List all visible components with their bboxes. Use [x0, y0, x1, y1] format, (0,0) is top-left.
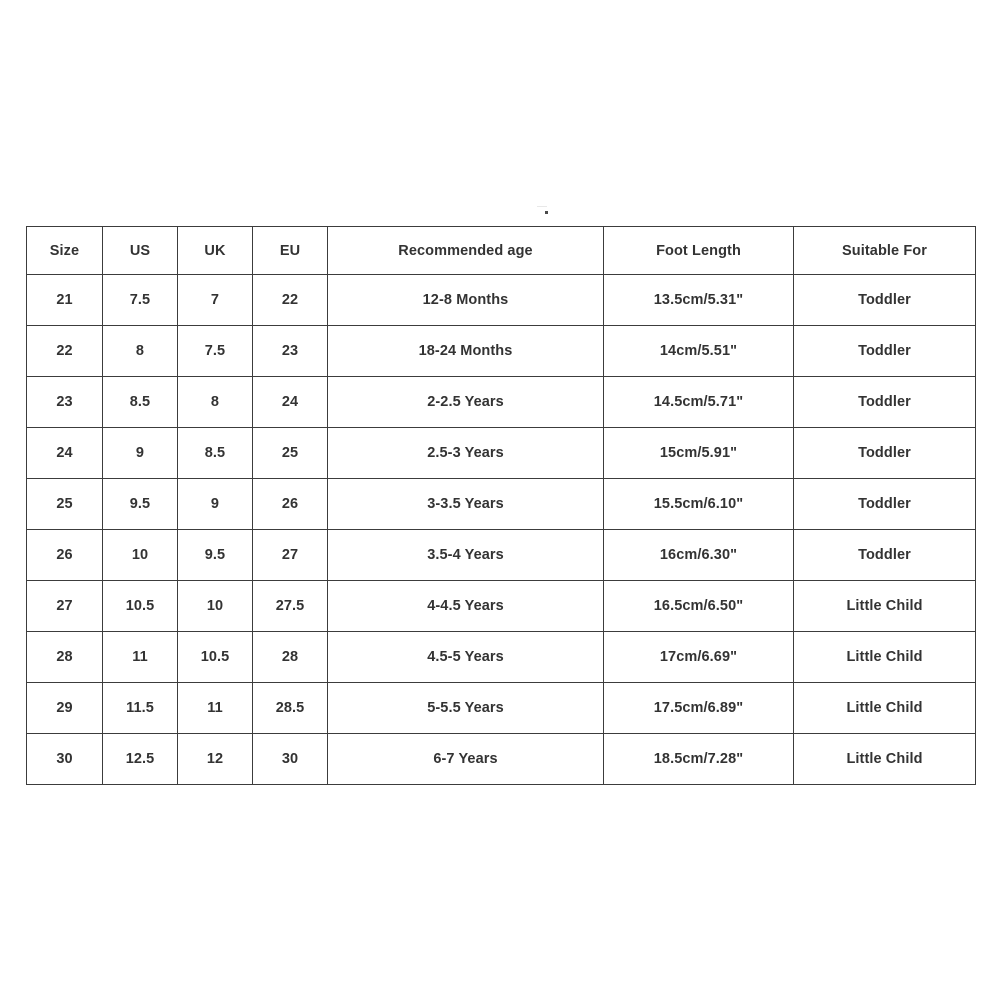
table-header-row — [27, 227, 976, 275]
cell-age: 2-2.5 Years — [328, 377, 604, 428]
cell-us: 9.5 — [103, 479, 178, 530]
cell-eu: 26 — [253, 479, 328, 530]
table-header — [27, 227, 976, 275]
scan-artifact-dot — [545, 211, 548, 214]
cell-age: 3.5-4 Years — [328, 530, 604, 581]
cell-foot: 16.5cm/6.50" — [604, 581, 794, 632]
cell-uk: 9.5 — [178, 530, 253, 581]
cell-size: 24 — [27, 428, 103, 479]
cell-eu: 27.5 — [253, 581, 328, 632]
cell-size: 21 — [27, 275, 103, 326]
cell-us: 12.5 — [103, 734, 178, 785]
cell-eu: 28 — [253, 632, 328, 683]
cell-uk: 8.5 — [178, 428, 253, 479]
cell-uk: 7.5 — [178, 326, 253, 377]
cell-us: 10.5 — [103, 581, 178, 632]
table-row — [27, 734, 976, 785]
table-row — [27, 428, 976, 479]
cell-foot: 14cm/5.51" — [604, 326, 794, 377]
table-row — [27, 377, 976, 428]
table-row — [27, 326, 976, 377]
cell-age: 4.5-5 Years — [328, 632, 604, 683]
cell-uk: 8 — [178, 377, 253, 428]
cell-foot: 14.5cm/5.71" — [604, 377, 794, 428]
cell-size: 26 — [27, 530, 103, 581]
column-header-eu: EU — [253, 227, 328, 275]
cell-foot: 15cm/5.91" — [604, 428, 794, 479]
column-header-uk: UK — [178, 227, 253, 275]
cell-suitable: Toddler — [794, 326, 976, 377]
cell-suitable: Toddler — [794, 275, 976, 326]
table-row — [27, 683, 976, 734]
cell-uk: 10 — [178, 581, 253, 632]
cell-size: 22 — [27, 326, 103, 377]
cell-eu: 30 — [253, 734, 328, 785]
cell-us: 10 — [103, 530, 178, 581]
cell-us: 8 — [103, 326, 178, 377]
table-row — [27, 275, 976, 326]
cell-eu: 22 — [253, 275, 328, 326]
cell-foot: 17cm/6.69" — [604, 632, 794, 683]
cell-suitable: Little Child — [794, 683, 976, 734]
cell-size: 30 — [27, 734, 103, 785]
cell-size: 28 — [27, 632, 103, 683]
cell-eu: 28.5 — [253, 683, 328, 734]
cell-suitable: Little Child — [794, 734, 976, 785]
cell-age: 5-5.5 Years — [328, 683, 604, 734]
cell-suitable: Toddler — [794, 377, 976, 428]
table-row — [27, 581, 976, 632]
cell-us: 11.5 — [103, 683, 178, 734]
column-header-size: Size — [27, 227, 103, 275]
cell-uk: 12 — [178, 734, 253, 785]
table-row — [27, 632, 976, 683]
cell-uk: 10.5 — [178, 632, 253, 683]
column-header-recommended-age: Recommended age — [328, 227, 604, 275]
size-chart-container — [26, 226, 975, 773]
cell-suitable: Little Child — [794, 632, 976, 683]
column-header-suitable-for: Suitable For — [794, 227, 976, 275]
cell-age: 12-8 Months — [328, 275, 604, 326]
cell-us: 9 — [103, 428, 178, 479]
cell-eu: 25 — [253, 428, 328, 479]
cell-size: 27 — [27, 581, 103, 632]
cell-suitable: Toddler — [794, 530, 976, 581]
cell-age: 2.5-3 Years — [328, 428, 604, 479]
column-header-foot-length: Foot Length — [604, 227, 794, 275]
cell-us: 11 — [103, 632, 178, 683]
cell-us: 8.5 — [103, 377, 178, 428]
column-header-us: US — [103, 227, 178, 275]
cell-suitable: Toddler — [794, 428, 976, 479]
cell-foot: 16cm/6.30" — [604, 530, 794, 581]
cell-size: 25 — [27, 479, 103, 530]
cell-suitable: Little Child — [794, 581, 976, 632]
table-body — [27, 275, 976, 785]
cell-eu: 27 — [253, 530, 328, 581]
size-chart-table — [26, 226, 976, 785]
cell-foot: 15.5cm/6.10" — [604, 479, 794, 530]
cell-foot: 18.5cm/7.28" — [604, 734, 794, 785]
cell-age: 6-7 Years — [328, 734, 604, 785]
cell-age: 3-3.5 Years — [328, 479, 604, 530]
cell-uk: 11 — [178, 683, 253, 734]
cell-uk: 9 — [178, 479, 253, 530]
cell-suitable: Toddler — [794, 479, 976, 530]
cell-foot: 13.5cm/5.31" — [604, 275, 794, 326]
cell-us: 7.5 — [103, 275, 178, 326]
cell-size: 23 — [27, 377, 103, 428]
cell-age: 4-4.5 Years — [328, 581, 604, 632]
cell-uk: 7 — [178, 275, 253, 326]
table-row — [27, 530, 976, 581]
cell-eu: 24 — [253, 377, 328, 428]
cell-eu: 23 — [253, 326, 328, 377]
cell-foot: 17.5cm/6.89" — [604, 683, 794, 734]
cell-age: 18-24 Months — [328, 326, 604, 377]
cell-size: 29 — [27, 683, 103, 734]
table-row — [27, 479, 976, 530]
